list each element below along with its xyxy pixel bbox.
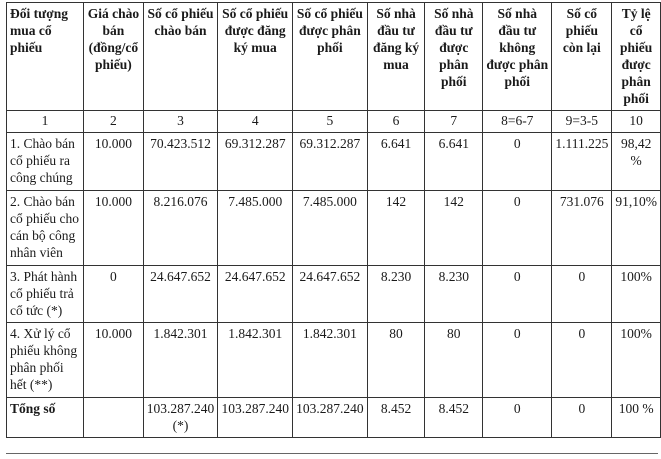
column-number: 5 bbox=[293, 111, 368, 133]
cell-investors-registered: 80 bbox=[367, 323, 425, 398]
total-shares-offered-value: 103.287.240 bbox=[146, 401, 215, 416]
cell-investors-not-distributed: 0 bbox=[483, 191, 552, 266]
header-offer-price: Giá chào bán (đồng/cổ phiếu) bbox=[84, 3, 144, 111]
table-row bbox=[7, 191, 661, 266]
column-number: 2 bbox=[84, 111, 144, 133]
column-number: 4 bbox=[218, 111, 293, 133]
cell-shares-remaining: 1.111.225 bbox=[552, 133, 612, 191]
header-investor-type: Đối tượng mua cổ phiếu bbox=[7, 3, 84, 111]
cell-shares-distributed: 24.647.652 bbox=[293, 266, 368, 323]
cell-shares-offered: 70.423.512 bbox=[143, 133, 218, 191]
cell-shares-distributed: 7.485.000 bbox=[293, 191, 368, 266]
total-distribution-ratio: 100 % bbox=[612, 398, 661, 438]
cell-shares-offered: 8.216.076 bbox=[143, 191, 218, 266]
cell-investors-registered: 142 bbox=[367, 191, 425, 266]
total-shares-registered: 103.287.240 bbox=[218, 398, 293, 438]
header-shares-offered: Số cổ phiếu chào bán bbox=[143, 3, 218, 111]
total-investors-not-distributed: 0 bbox=[483, 398, 552, 438]
table-row bbox=[7, 133, 661, 191]
cropped-row-edge bbox=[6, 453, 658, 459]
total-row bbox=[7, 398, 661, 438]
column-number: 9=3-5 bbox=[552, 111, 612, 133]
header-distribution-ratio: Tỷ lệ cổ phiếu được phân phối bbox=[612, 3, 661, 111]
cell-distribution-ratio: 100% bbox=[612, 323, 661, 398]
table-row bbox=[7, 266, 661, 323]
row-label: 2. Chào bán cổ phiếu cho cán bộ công nhân viên bbox=[7, 191, 84, 266]
cell-investors-distributed: 80 bbox=[425, 323, 483, 398]
cell-shares-remaining: 0 bbox=[552, 266, 612, 323]
total-shares-offered-note: (*) bbox=[172, 418, 189, 433]
row-label: 1. Chào bán cổ phiếu ra công chúng bbox=[7, 133, 84, 191]
cell-offer-price: 0 bbox=[84, 266, 144, 323]
share-offering-table bbox=[6, 2, 661, 438]
column-number: 7 bbox=[425, 111, 483, 133]
cell-shares-offered: 1.842.301 bbox=[143, 323, 218, 398]
cell-shares-remaining: 0 bbox=[552, 323, 612, 398]
cell-shares-registered: 24.647.652 bbox=[218, 266, 293, 323]
column-number: 1 bbox=[7, 111, 84, 133]
total-label: Tổng số bbox=[7, 398, 84, 438]
header-row bbox=[7, 3, 661, 111]
row-label: 4. Xử lý cổ phiếu không phân phối hết (**) bbox=[7, 323, 84, 398]
cell-distribution-ratio: 100% bbox=[612, 266, 661, 323]
table-row bbox=[7, 323, 661, 398]
header-investors-distributed: Số nhà đầu tư được phân phối bbox=[425, 3, 483, 111]
cell-shares-registered: 69.312.287 bbox=[218, 133, 293, 191]
total-investors-registered: 8.452 bbox=[367, 398, 425, 438]
column-number: 8=6-7 bbox=[483, 111, 552, 133]
header-shares-registered: Số cổ phiếu được đăng ký mua bbox=[218, 3, 293, 111]
header-investors-registered: Số nhà đầu tư đăng ký mua bbox=[367, 3, 425, 111]
cell-distribution-ratio: 91,10% bbox=[612, 191, 661, 266]
column-number: 3 bbox=[143, 111, 218, 133]
cell-distribution-ratio: 98,42 % bbox=[612, 133, 661, 191]
cell-investors-registered: 8.230 bbox=[367, 266, 425, 323]
cell-shares-registered: 7.485.000 bbox=[218, 191, 293, 266]
cell-investors-distributed: 8.230 bbox=[425, 266, 483, 323]
cell-offer-price: 10.000 bbox=[84, 133, 144, 191]
cell-shares-registered: 1.842.301 bbox=[218, 323, 293, 398]
cell-offer-price: 10.000 bbox=[84, 191, 144, 266]
header-investors-not-distributed: Số nhà đầu tư không được phân phối bbox=[483, 3, 552, 111]
cell-investors-not-distributed: 0 bbox=[483, 133, 552, 191]
total-shares-distributed: 103.287.240 bbox=[293, 398, 368, 438]
column-number-row bbox=[7, 111, 661, 133]
cell-shares-distributed: 1.842.301 bbox=[293, 323, 368, 398]
cell-shares-remaining: 731.076 bbox=[552, 191, 612, 266]
cell-shares-distributed: 69.312.287 bbox=[293, 133, 368, 191]
cell-investors-registered: 6.641 bbox=[367, 133, 425, 191]
column-number: 10 bbox=[612, 111, 661, 133]
row-label: 3. Phát hành cổ phiếu trả cổ tức (*) bbox=[7, 266, 84, 323]
cell-investors-not-distributed: 0 bbox=[483, 266, 552, 323]
total-shares-remaining: 0 bbox=[552, 398, 612, 438]
cell-offer-price bbox=[84, 398, 144, 438]
column-number: 6 bbox=[367, 111, 425, 133]
cell-shares-offered: 24.647.652 bbox=[143, 266, 218, 323]
cell-offer-price: 10.000 bbox=[84, 323, 144, 398]
cell-investors-not-distributed: 0 bbox=[483, 323, 552, 398]
total-shares-offered bbox=[143, 398, 218, 438]
cell-investors-distributed: 6.641 bbox=[425, 133, 483, 191]
cell-investors-distributed: 142 bbox=[425, 191, 483, 266]
header-shares-remaining: Số cổ phiếu còn lại bbox=[552, 3, 612, 111]
header-shares-distributed: Số cổ phiếu được phân phối bbox=[293, 3, 368, 111]
total-investors-distributed: 8.452 bbox=[425, 398, 483, 438]
